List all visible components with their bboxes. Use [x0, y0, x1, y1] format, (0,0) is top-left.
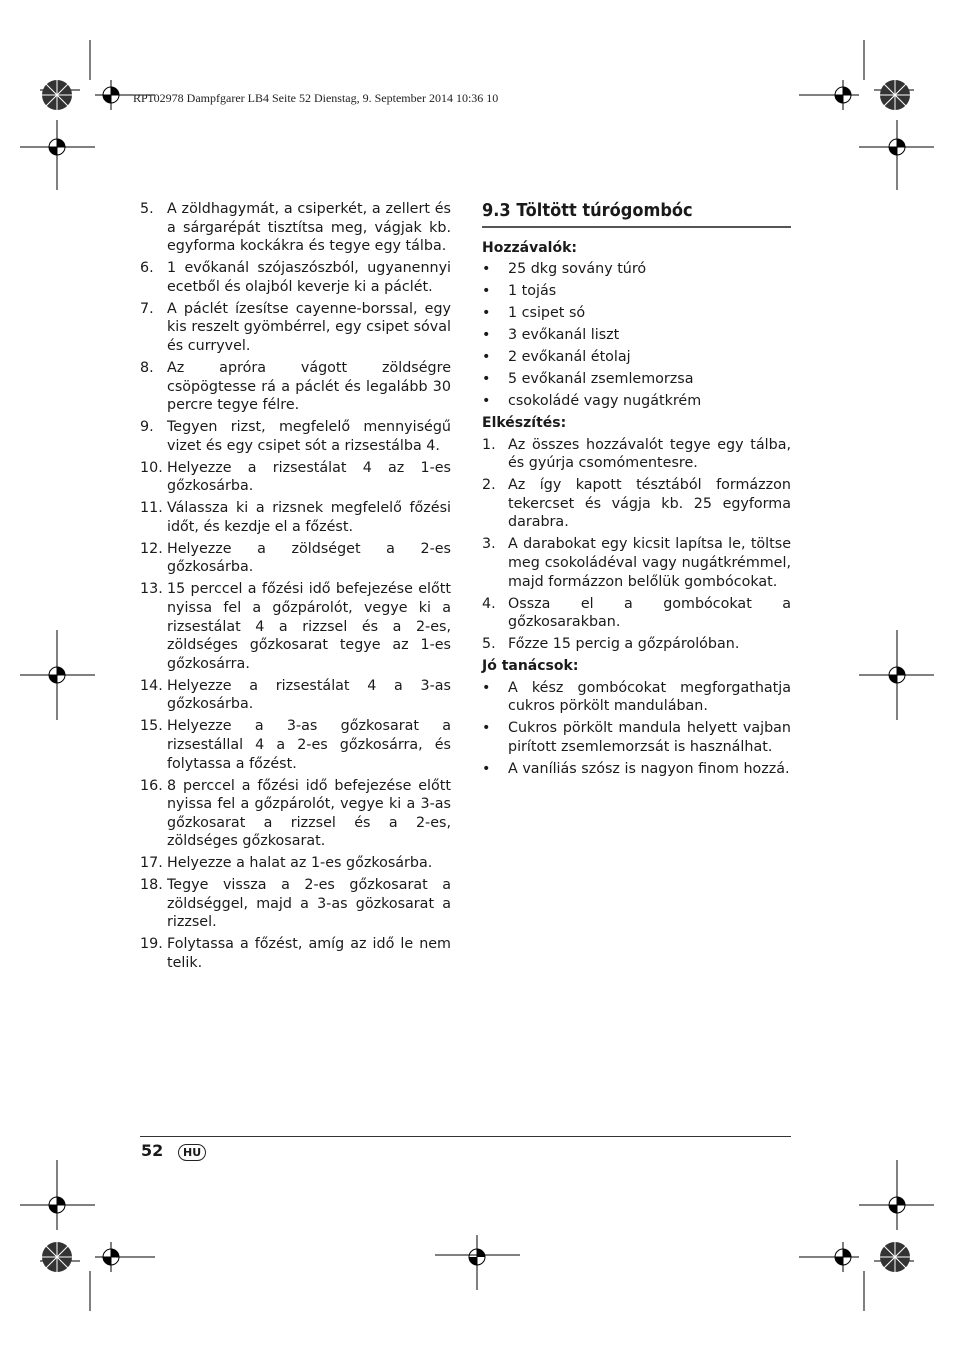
language-badge: HU: [178, 1144, 206, 1161]
bullet-text: Cukros pörkölt mandula helyett vajban pirított zsemlemorzsát is használhat.: [508, 720, 791, 755]
step-number: 10.: [140, 459, 163, 476]
step-item: [140, 580, 451, 673]
ingredient-item: [482, 370, 791, 389]
step-item: [140, 259, 451, 296]
section-title: 9.3 Töltött túrógombóc: [482, 202, 791, 228]
ingredient-item: [482, 260, 791, 279]
prep-step-item: [482, 595, 791, 632]
tip-item: [482, 719, 791, 756]
ingredient-item: [482, 326, 791, 345]
bullet-text: 25 dkg sovány túró: [508, 261, 647, 278]
step-text: Helyezze a 3-as gőzkosarat a rizsestállal 4 a 2-es gőzkosárra, és folytassa a főzést.: [167, 718, 451, 772]
bullet-icon: •: [482, 393, 491, 410]
bullet-icon: •: [482, 305, 491, 322]
ingredients-heading: Hozzávalók:: [482, 239, 577, 256]
step-item: [140, 717, 451, 773]
tips-heading: Jó tanácsok:: [482, 658, 579, 675]
step-number: 6.: [140, 260, 154, 277]
step-number: 3.: [482, 536, 496, 553]
step-item: [140, 540, 451, 577]
step-item: [140, 459, 451, 496]
ingredient-item: [482, 348, 791, 367]
ingredient-item: [482, 392, 791, 411]
bullet-icon: •: [482, 371, 491, 388]
step-item: [140, 935, 451, 972]
step-text: Helyezze a rizsestálat 4 az 1-es gőzkosárba.: [167, 459, 451, 495]
ingredient-item: [482, 282, 791, 301]
ingredient-item: [482, 304, 791, 323]
step-text: Az így kapott tésztából formázzon tekercset és vágja kb. 25 egyforma darabra.: [508, 477, 791, 531]
tips-list: [482, 679, 791, 779]
footer-rule: [140, 1136, 791, 1137]
left-step-list: [140, 200, 451, 976]
step-text: 8 perccel a főzési idő befejezése előtt nyissa fel a gőzpárolót, vegye ki a 3-as gőzkosarat a rizzsel és a 2-es, zöldséges gőzkosarat.: [167, 777, 451, 850]
bullet-icon: •: [482, 720, 491, 737]
step-item: [140, 777, 451, 851]
bullet-icon: •: [482, 349, 491, 366]
bullet-text: 1 csipet só: [508, 305, 586, 322]
step-number: 7.: [140, 300, 154, 317]
prep-step-item: [482, 436, 791, 473]
tip-item: [482, 679, 791, 716]
step-text: Helyezze a zöldséget a 2-es gőzkosárba.: [167, 540, 451, 576]
step-item: [140, 677, 451, 714]
step-number: 1.: [482, 436, 496, 453]
bullet-icon: •: [482, 283, 491, 300]
bullet-icon: •: [482, 679, 491, 696]
step-text: Ossza el a gombócokat a gőzkosarakban.: [508, 595, 791, 631]
bullet-icon: •: [482, 261, 491, 278]
prep-step-item: [482, 635, 791, 654]
step-text: Folytassa a főzést, amíg az idő le nem telik.: [167, 936, 451, 972]
step-number: 12.: [140, 540, 163, 557]
ingredients-list: [482, 260, 791, 411]
print-slug: RP102978 Dampfgarer LB4 Seite 52 Dienstag, 9. September 2014 10:36 10: [133, 91, 499, 105]
step-number: 5.: [482, 636, 496, 653]
bullet-text: 1 tojás: [508, 283, 557, 300]
step-number: 16.: [140, 777, 163, 794]
page-number: 52: [141, 1141, 164, 1160]
bullet-text: 5 evőkanál zsemlemorzsa: [508, 371, 694, 388]
step-text: Az apróra vágott zöldségre csöpögtesse rá a páclét és legalább 30 percre tegye félre.: [167, 359, 451, 414]
step-text: Főzze 15 percig a gőzpárolóban.: [508, 636, 740, 653]
bullet-icon: •: [482, 327, 491, 344]
step-number: 9.: [140, 419, 154, 436]
bullet-text: A kész gombócokat megforgathatja cukros pörkölt mandulában.: [508, 679, 791, 715]
step-text: Tegye vissza a 2-es gőzkosarat a zöldséggel, majd a 3-as gözkosarat a rizzsel.: [167, 877, 451, 931]
step-number: 2.: [482, 477, 496, 494]
prep-step-item: [482, 535, 791, 591]
step-item: [140, 359, 451, 415]
step-text: A darabokat egy kicsit lapítsa le, töltse meg csokoládéval vagy nugátkrémmel, majd formázzon belőlük gombócokat.: [508, 536, 791, 590]
step-number: 5.: [140, 201, 154, 217]
step-item: [140, 499, 451, 536]
step-text: Helyezze a rizsestálat 4 a 3-as gőzkosárba.: [167, 677, 451, 713]
step-text: Tegyen rizst, megfelelő mennyiségű vizet és egy csipet sót a rizsestálba 4.: [167, 419, 451, 454]
recipe-section: [482, 196, 791, 782]
prep-heading: Elkészítés:: [482, 415, 567, 432]
bullet-text: 2 evőkanál étolaj: [508, 349, 631, 366]
step-text: Válassza ki a rizsnek megfelelő főzési időt, és kezdje el a főzést.: [167, 500, 451, 535]
step-number: 17.: [140, 855, 163, 872]
bullet-text: A vaníliás szósz is nagyon finom hozzá.: [508, 760, 790, 777]
step-item: [140, 418, 451, 455]
bullet-text: 3 evőkanál liszt: [508, 327, 620, 344]
step-item: [140, 200, 451, 256]
step-number: 13.: [140, 581, 163, 598]
step-text: Az összes hozzávalót tegye egy tálba, és gyúrja csomómentesre.: [508, 436, 791, 472]
step-number: 8.: [140, 359, 154, 376]
tip-item: [482, 760, 791, 779]
prep-step-item: [482, 476, 791, 532]
step-text: 15 perccel a főzési idő befejezése előtt nyissa fel a gőzpárolót, vegye ki a rizsestálat 4 a rizzsel és a 2-es, zöldséges gőzkosarat tegye az 1-es gőzkosárra.: [167, 581, 451, 672]
step-item: [140, 300, 451, 356]
step-item: [140, 876, 451, 932]
step-item: [140, 854, 451, 873]
step-text: A zöldhagymát, a csiperkét, a zellert és a sárgarépát tisztítsa meg, vágjak kb. egyforma kockákra és tegye egy tálba.: [167, 201, 451, 255]
step-text: A páclét ízesítse cayenne-borssal, egy kis reszelt gyömbérrel, egy csipet sóval és curryvel.: [167, 300, 451, 354]
step-text: 1 evőkanál szójaszószból, ugyanennyi ecetből és olajból keverje ki a páclét.: [167, 260, 451, 295]
step-number: 19.: [140, 936, 163, 953]
step-number: 14.: [140, 677, 163, 694]
bullet-icon: •: [482, 760, 491, 777]
prep-list: [482, 436, 791, 654]
step-number: 4.: [482, 595, 496, 612]
step-number: 18.: [140, 877, 163, 894]
step-text: Helyezze a halat az 1-es gőzkosárba.: [167, 855, 433, 872]
step-number: 11.: [140, 500, 163, 517]
step-number: 15.: [140, 718, 163, 735]
bullet-text: csokoládé vagy nugátkrém: [508, 393, 702, 410]
